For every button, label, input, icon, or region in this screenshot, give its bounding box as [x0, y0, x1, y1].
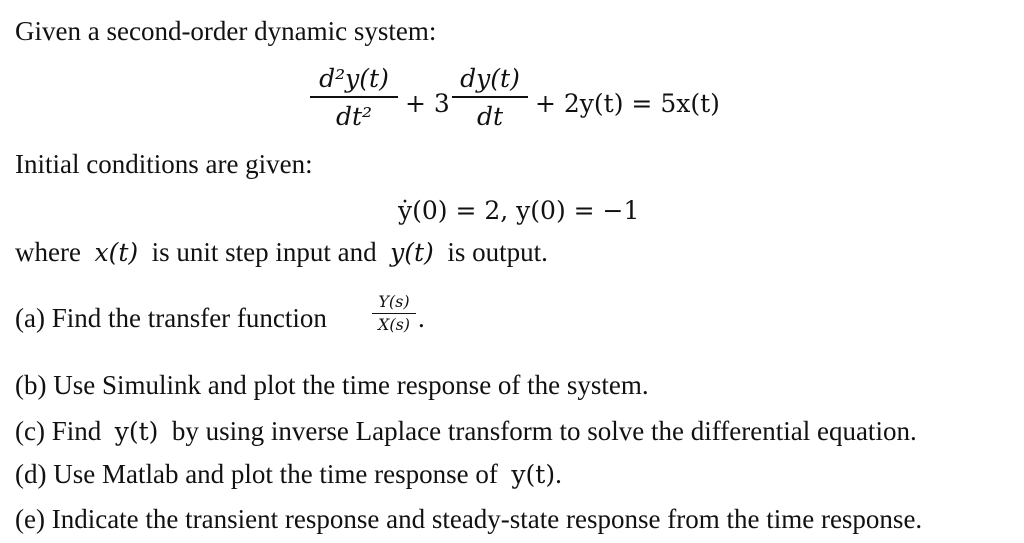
part-b-text: (b) Use Simulink and plot the time response of the system. [15, 370, 649, 400]
fraction-bar [452, 96, 528, 98]
part-c-suffix: by using inverse Laplace transform to solve the differential equation. [171, 416, 917, 446]
first-derivative-fraction [452, 66, 528, 129]
initial-conditions: ẏ(0) = 2, y(0) = −1 [398, 196, 640, 225]
transfer-function-numerator: Y(s) [378, 292, 410, 311]
part-d-prefix: (d) Use Matlab and plot the time response of [15, 459, 498, 489]
part-c-prefix: (c) Find [15, 416, 102, 446]
where-suffix: is output. [447, 237, 548, 267]
fraction-bar [310, 96, 398, 98]
second-derivative-fraction [310, 66, 398, 129]
where-mid: is unit step input and [151, 237, 377, 267]
second-derivative-denominator: dt² [335, 102, 373, 131]
initial-conditions-label: Initial conditions are given: [15, 149, 313, 179]
output-signal: y(t) [390, 238, 434, 267]
part-d-output: y(t) [511, 460, 556, 489]
where-prefix: where [15, 237, 81, 267]
input-signal: x(t) [94, 238, 139, 267]
transfer-function-denominator: X(s) [377, 315, 411, 334]
transfer-function-fraction [372, 294, 416, 333]
part-a-period: . [418, 303, 425, 333]
coefficient-plus-3: + 3 [405, 89, 450, 118]
intro-text: Given a second-order dynamic system: [15, 16, 437, 46]
part-d-text [15, 461, 562, 488]
part-d-period: . [555, 459, 562, 489]
first-derivative-denominator: dt [476, 102, 504, 131]
part-c-output: y(t) [114, 417, 159, 446]
second-derivative-numerator: d²y(t) [319, 64, 389, 93]
fraction-bar [372, 313, 416, 314]
equation-rhs: + 2y(t) = 5x(t) [535, 89, 720, 118]
first-derivative-numerator: dy(t) [460, 64, 520, 93]
where-line [15, 239, 548, 266]
part-c-text [15, 418, 917, 445]
part-a-text: (a) Find the transfer function [15, 303, 327, 333]
part-e-text: (e) Indicate the transient response and steady-state response from the time response. [15, 504, 923, 534]
